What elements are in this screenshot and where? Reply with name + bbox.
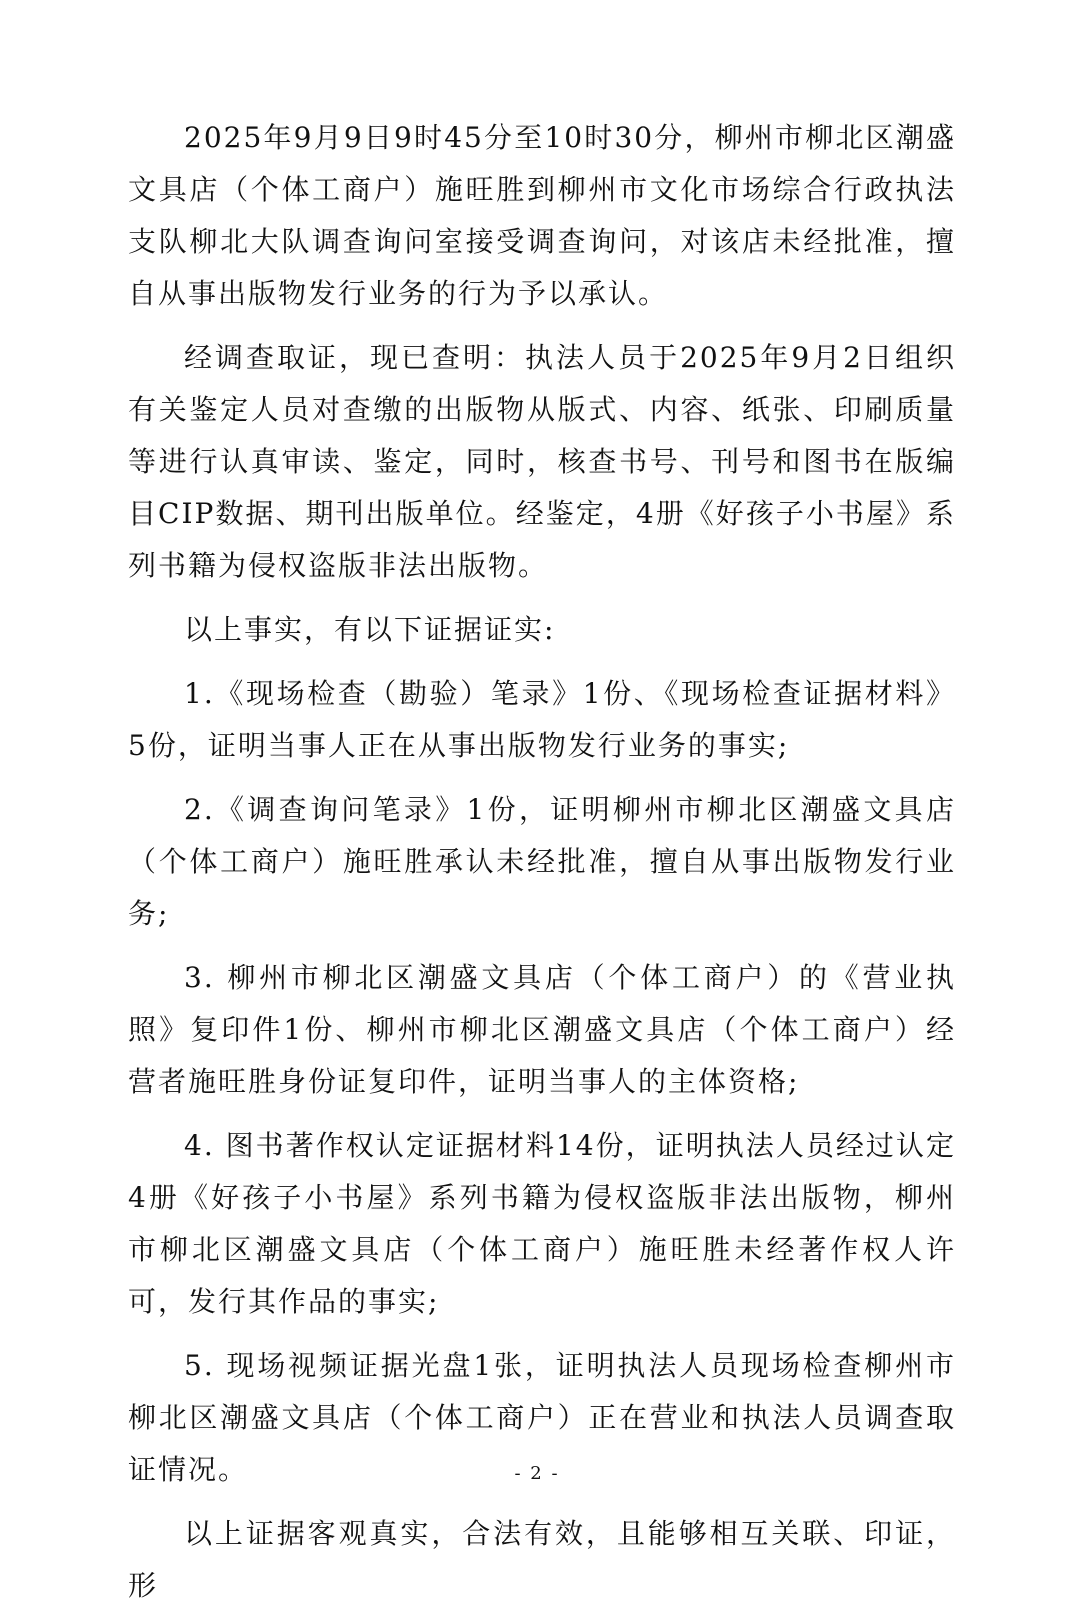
evidence-item-3: 3. 柳州市柳北区潮盛文具店（个体工商户）的《营业执照》复印件1份、柳州市柳北区潮盛文具店（个体工商户）经营者施旺胜身份证复印件，证明当事人的主体资格; bbox=[128, 961, 956, 1098]
paragraph-evidence-intro: 以上事实，有以下证据证实: bbox=[184, 613, 556, 646]
evidence-item-1: 1.《现场检查（勘验）笔录》1份、《现场检查证据材料》5份，证明当事人正在从事出版物发行业务的事实; bbox=[128, 677, 956, 762]
document-body bbox=[128, 112, 956, 1624]
page-number: - 2 - bbox=[514, 1463, 560, 1484]
paragraph-findings: 经调查取证，现已查明：执法人员于2025年9月2日组织有关鉴定人员对查缴的出版物从版式、内容、纸张、印刷质量等进行认真审读、鉴定，同时，核查书号、刊号和图书在版编目CIP数据、期刊出版单位。经鉴定，4册《好孩子小书屋》系列书籍为侵权盗版非法出版物。 bbox=[128, 341, 956, 582]
evidence-item-4: 4. 图书著作权认定证据材料14份，证明执法人员经过认定4册《好孩子小书屋》系列书籍为侵权盗版非法出版物，柳州市柳北区潮盛文具店（个体工商户）施旺胜未经著作权人许可，发行其作品的事实; bbox=[128, 1129, 956, 1318]
evidence-item-2: 2.《调查询问笔录》1份，证明柳州市柳北区潮盛文具店（个体工商户）施旺胜承认未经批准，擅自从事出版物发行业务; bbox=[128, 793, 956, 930]
paragraph-conclusion: 以上证据客观真实，合法有效，且能够相互关联、印证，形 bbox=[128, 1517, 956, 1602]
evidence-item-5: 5. 现场视频证据光盘1张，证明执法人员现场检查柳州市柳北区潮盛文具店（个体工商户）正在营业和执法人员调查取证情况。 bbox=[128, 1349, 956, 1486]
paragraph-interview: 2025年9月9日9时45分至10时30分，柳州市柳北区潮盛文具店（个体工商户）施旺胜到柳州市文化市场综合行政执法支队柳北大队调查询问室接受调查询问，对该店未经批准，擅自从事出版物发行业务的行为予以承认。 bbox=[128, 121, 956, 310]
